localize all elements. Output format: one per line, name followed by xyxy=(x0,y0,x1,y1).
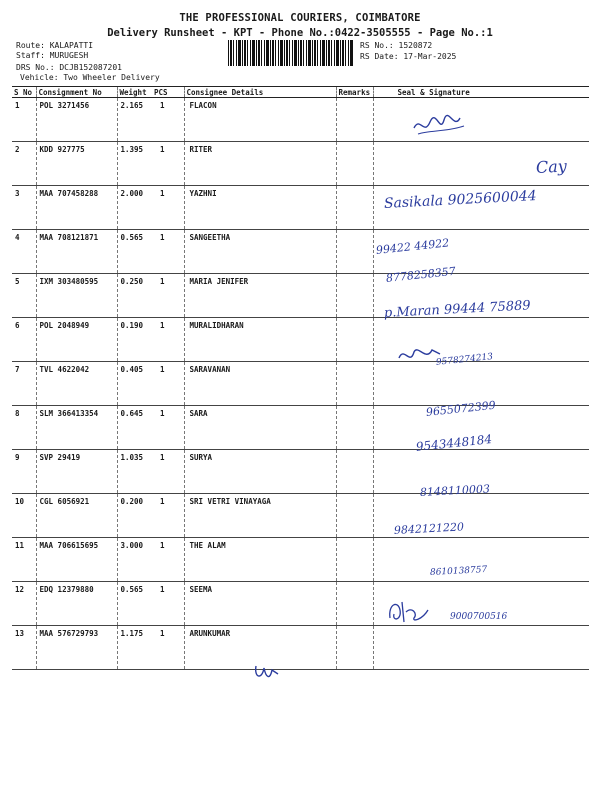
cell-weight: 3.000 xyxy=(117,538,152,582)
cell-consignee: MARIA JENIFER xyxy=(184,274,336,318)
vehicle-label: Vehicle: Two Wheeler Delivery xyxy=(20,73,160,82)
table-row xyxy=(12,494,589,538)
cell-consignee: SEEMA xyxy=(184,582,336,626)
col-pcs: PCS xyxy=(152,87,184,98)
signature-text: 8778258357 xyxy=(385,264,457,285)
cell-remarks xyxy=(336,538,373,582)
col-sno: S No xyxy=(12,87,36,98)
signature-text: 8610138757 xyxy=(429,565,488,578)
cell-consignment: MAA 708121871 xyxy=(36,230,117,274)
cell-remarks xyxy=(336,626,373,670)
cell-consignment: MAA 576729793 xyxy=(36,626,117,670)
staff-label: Staff: MURUGESH xyxy=(16,51,89,60)
signature-text: p.Maran 99444 75889 xyxy=(383,298,532,321)
cell-consignment: MAA 707458288 xyxy=(36,186,117,230)
cell-consignment: KDD 927775 xyxy=(36,142,117,186)
cell-weight: 0.645 xyxy=(117,406,152,450)
signature-text: 9543448184 xyxy=(415,432,493,454)
cell-pcs: 1 xyxy=(152,538,184,582)
table-row xyxy=(12,538,589,582)
cell-consignment: EDQ 12379880 xyxy=(36,582,117,626)
cell-consignee: ARUNKUMAR xyxy=(184,626,336,670)
cell-consignment: TVL 4622042 xyxy=(36,362,117,406)
table-row xyxy=(12,98,589,142)
cell-consignment: IXM 303480595 xyxy=(36,274,117,318)
col-consignee: Consignee Details xyxy=(184,87,336,98)
cell-sno: 5 xyxy=(12,274,36,318)
cell-consignee: SURYA xyxy=(184,450,336,494)
cell-pcs: 1 xyxy=(152,230,184,274)
signature-text: 8148110003 xyxy=(419,482,491,499)
cell-consignment: SVP 29419 xyxy=(36,450,117,494)
cell-pcs: 1 xyxy=(152,626,184,670)
cell-weight: 0.200 xyxy=(117,494,152,538)
cell-remarks xyxy=(336,494,373,538)
signature-text: 9578274213 xyxy=(435,352,494,368)
cell-pcs: 1 xyxy=(152,318,184,362)
cell-remarks xyxy=(336,142,373,186)
cell-consignment: MAA 706615695 xyxy=(36,538,117,582)
cell-pcs: 1 xyxy=(152,142,184,186)
cell-remarks xyxy=(336,582,373,626)
rs-number: RS No.: 1520872 xyxy=(360,41,433,50)
cell-sno: 11 xyxy=(12,538,36,582)
cell-weight: 0.190 xyxy=(117,318,152,362)
col-remarks: Remarks xyxy=(336,87,373,98)
cell-consignee: FLACON xyxy=(184,98,336,142)
cell-signature xyxy=(373,98,589,142)
cell-sno: 8 xyxy=(12,406,36,450)
table-header xyxy=(12,87,589,98)
runsheet-subtitle: Delivery Runsheet - KPT - Phone No.:0422-3505555 - Page No.:1 xyxy=(107,27,493,39)
col-weight: Weight xyxy=(117,87,152,98)
signature-scribble xyxy=(384,596,432,628)
cell-consignee: SARA xyxy=(184,406,336,450)
cell-sno: 12 xyxy=(12,582,36,626)
cell-weight: 1.175 xyxy=(117,626,152,670)
cell-consignment: CGL 6056921 xyxy=(36,494,117,538)
col-signature: Seal & Signature xyxy=(373,87,589,98)
company-title: THE PROFESSIONAL COURIERS, COIMBATORE xyxy=(179,12,421,24)
barcode xyxy=(228,40,354,66)
drs-number: DRS No.: DCJB152087201 xyxy=(16,63,122,72)
cell-sno: 9 xyxy=(12,450,36,494)
table-row xyxy=(12,230,589,274)
cell-weight: 0.565 xyxy=(117,582,152,626)
cell-pcs: 1 xyxy=(152,494,184,538)
cell-weight: 0.250 xyxy=(117,274,152,318)
cell-sno: 13 xyxy=(12,626,36,670)
cell-pcs: 1 xyxy=(152,98,184,142)
signature-text: Sasikala 9025600044 xyxy=(383,188,537,212)
table-row xyxy=(12,318,589,362)
cell-consignee: RITER xyxy=(184,142,336,186)
cell-consignment: POL 2048949 xyxy=(36,318,117,362)
cell-pcs: 1 xyxy=(152,450,184,494)
cell-weight: 0.405 xyxy=(117,362,152,406)
signature-text: 9655072399 xyxy=(425,398,497,419)
cell-signature xyxy=(373,626,589,670)
table-row xyxy=(12,142,589,186)
rs-date: RS Date: 17-Mar-2025 xyxy=(360,52,457,61)
cell-consignee: MURALIDHARAN xyxy=(184,318,336,362)
cell-consignee: SANGEETHA xyxy=(184,230,336,274)
cell-remarks xyxy=(336,230,373,274)
cell-signature xyxy=(373,362,589,406)
cell-consignment: SLM 366413354 xyxy=(36,406,117,450)
table-row xyxy=(12,450,589,494)
signature-scribble xyxy=(410,108,470,142)
cell-consignee: SARAVANAN xyxy=(184,362,336,406)
cell-sno: 4 xyxy=(12,230,36,274)
cell-pcs: 1 xyxy=(152,186,184,230)
cell-weight: 0.565 xyxy=(117,230,152,274)
cell-sno: 1 xyxy=(12,98,36,142)
cell-pcs: 1 xyxy=(152,406,184,450)
col-consignment: Consignment No xyxy=(36,87,117,98)
cell-pcs: 1 xyxy=(152,582,184,626)
signature-text: 99422 44922 xyxy=(375,236,450,257)
cell-consignee: THE ALAM xyxy=(184,538,336,582)
cell-sno: 7 xyxy=(12,362,36,406)
cell-consignee: YAZHNI xyxy=(184,186,336,230)
cell-remarks xyxy=(336,406,373,450)
cell-weight: 1.035 xyxy=(117,450,152,494)
cell-sno: 3 xyxy=(12,186,36,230)
cell-remarks xyxy=(336,186,373,230)
cell-weight: 1.395 xyxy=(117,142,152,186)
cell-weight: 2.165 xyxy=(117,98,152,142)
cell-remarks xyxy=(336,98,373,142)
cell-consignee: SRI VETRI VINAYAGA xyxy=(184,494,336,538)
signature-text: 9000700516 xyxy=(450,612,508,622)
signature-text: Cay xyxy=(535,156,568,177)
table-row xyxy=(12,626,589,670)
cell-sno: 2 xyxy=(12,142,36,186)
initials-scribble xyxy=(250,660,286,684)
cell-consignment: POL 3271456 xyxy=(36,98,117,142)
route-label: Route: KALAPATTI xyxy=(16,41,94,50)
cell-remarks xyxy=(336,362,373,406)
signature-text: 9842121220 xyxy=(393,520,465,537)
cell-pcs: 1 xyxy=(152,362,184,406)
cell-sno: 10 xyxy=(12,494,36,538)
cell-remarks xyxy=(336,318,373,362)
cell-remarks xyxy=(336,274,373,318)
cell-sno: 6 xyxy=(12,318,36,362)
cell-pcs: 1 xyxy=(152,274,184,318)
table-row xyxy=(12,362,589,406)
runsheet-table xyxy=(12,86,589,670)
cell-weight: 2.000 xyxy=(117,186,152,230)
cell-remarks xyxy=(336,450,373,494)
table-row xyxy=(12,406,589,450)
